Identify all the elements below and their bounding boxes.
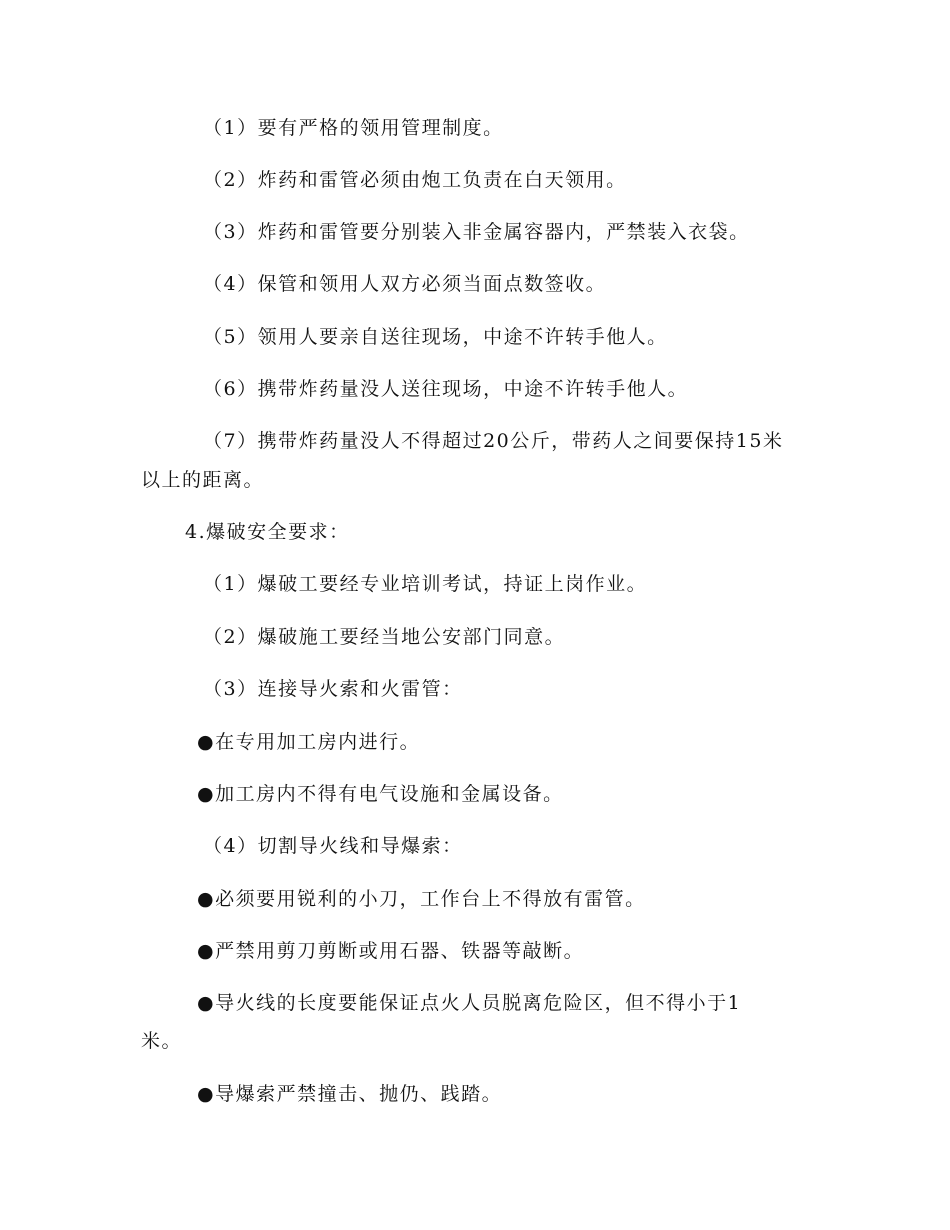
list-item-4: （4）保管和领用人双方必须当面点数签收。 [203, 273, 607, 295]
section-item-1: （1）爆破工要经专业培训考试，持证上岗作业。 [203, 573, 648, 595]
bullet-item: ●导爆索严禁撞击、抛仍、践踏。 [197, 1083, 503, 1105]
list-item-3: （3）炸药和雷管要分别装入非金属容器内，严禁装入衣袋。 [203, 221, 750, 243]
list-item-6: （6）携带炸药量没人送往现场，中途不许转手他人。 [203, 378, 689, 400]
list-item-1: （1）要有严格的领用管理制度。 [203, 117, 504, 139]
section-item-2: （2）爆破施工要经当地公安部门同意。 [203, 626, 566, 648]
bullet-item: ●导火线的长度要能保证点火人员脱离危险区，但不得小于1 [197, 992, 742, 1014]
bullet-item: ●严禁用剪刀剪断或用石器、铁器等敲断。 [197, 940, 585, 962]
list-item-7: （7）携带炸药量没人不得超过20公斤，带药人之间要保持15米 [203, 430, 784, 452]
list-item-5: （5）领用人要亲自送往现场，中途不许转手他人。 [203, 326, 668, 348]
bullet-item: ●加工房内不得有电气设施和金属设备。 [197, 783, 564, 805]
section-item-4: （4）切割导火线和导爆索： [203, 835, 463, 857]
list-item-2: （2）炸药和雷管必须由炮工负责在白天领用。 [203, 169, 627, 191]
bullet-item: ●必须要用锐利的小刀，工作台上不得放有雷管。 [197, 888, 646, 910]
bullet-item-continuation: 米。 [141, 1030, 183, 1052]
section-item-3: （3）连接导火索和火雷管： [203, 678, 463, 700]
list-item-7-continuation: 以上的距离。 [141, 469, 265, 491]
section-heading: 4.爆破安全要求： [185, 521, 350, 543]
bullet-item: ●在专用加工房内进行。 [197, 731, 421, 753]
